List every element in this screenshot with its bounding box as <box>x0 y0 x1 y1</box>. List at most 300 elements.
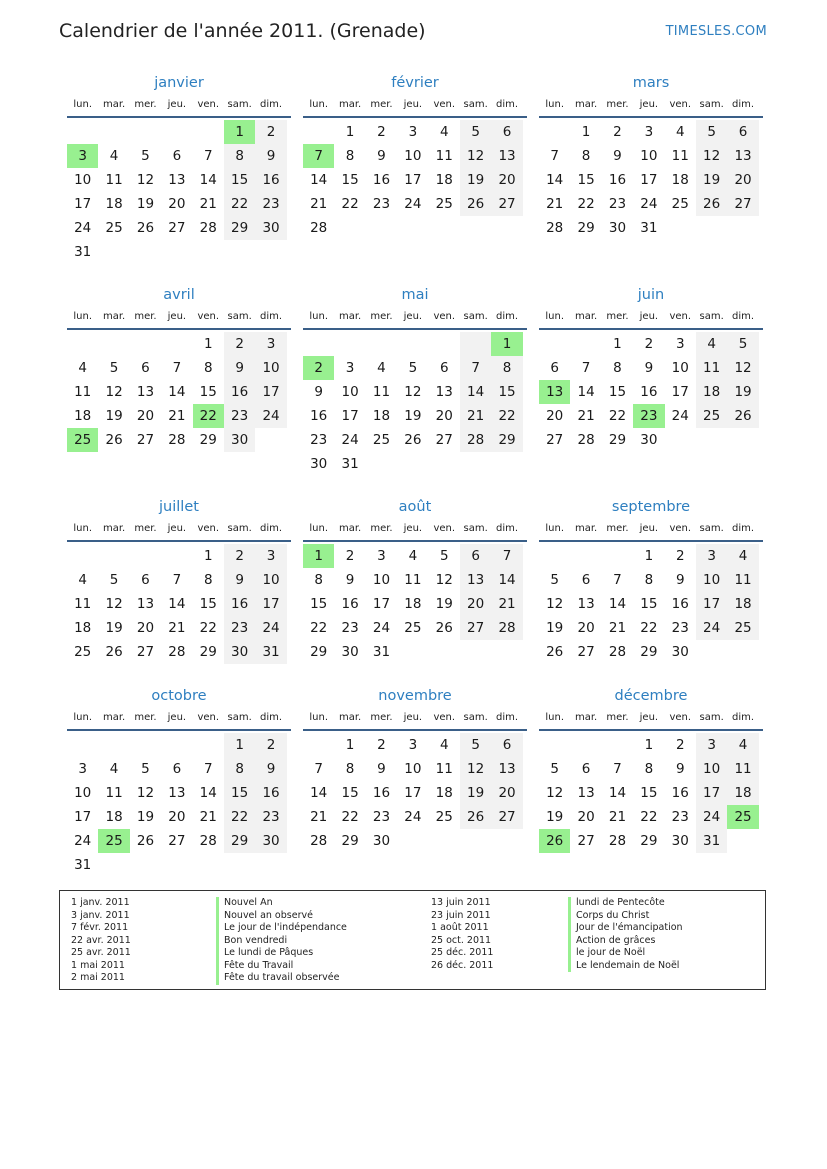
holiday-day: 2 <box>303 356 334 380</box>
day-cell: 15 <box>577 172 595 188</box>
month-name: juin <box>637 287 665 303</box>
legend-date: 25 avr. 2011 <box>71 947 131 958</box>
day-cell: 8 <box>224 144 255 168</box>
day-cell: 16 <box>255 168 286 192</box>
day-cell: 5 <box>550 761 559 777</box>
day-cell: 2 <box>613 124 622 140</box>
weekday-header <box>67 518 291 542</box>
day-cell: 9 <box>224 568 255 592</box>
day-cell: 7 <box>491 544 522 568</box>
day-cell: 21 <box>310 196 328 212</box>
empty-cell <box>98 733 129 757</box>
weekday-label: mar. <box>574 99 598 110</box>
day-cell: 13 <box>136 596 155 612</box>
legend-holiday-name: le jour de Noël <box>568 947 683 960</box>
empty-cell <box>429 332 460 356</box>
day-cell: 26 <box>546 644 564 660</box>
day-cell: 12 <box>136 785 155 801</box>
day-cell: 3 <box>696 544 727 568</box>
holiday-day: 26 <box>539 829 570 853</box>
day-cell: 11 <box>727 568 758 592</box>
day-cell: 24 <box>74 833 92 849</box>
day-cell: 15 <box>199 596 217 612</box>
day-cell: 13 <box>168 172 186 188</box>
day-cell: 16 <box>255 781 286 805</box>
empty-cell <box>67 332 98 356</box>
day-cell: 6 <box>460 544 491 568</box>
legend-date: 13 juin 2011 <box>431 897 491 908</box>
day-cell: 14 <box>168 384 186 400</box>
day-cell: 18 <box>105 809 123 825</box>
weekday-label: dim. <box>732 311 755 322</box>
holiday-day: 23 <box>633 404 664 428</box>
empty-cell <box>303 733 334 757</box>
day-cell: 10 <box>255 356 286 380</box>
weekday-label: jeu. <box>403 99 423 110</box>
day-cell: 25 <box>696 404 727 428</box>
weekday-label: jeu. <box>639 311 659 322</box>
day-cell: 5 <box>408 360 418 376</box>
legend-date: 1 mai 2011 <box>71 959 125 971</box>
day-cell: 5 <box>460 120 491 144</box>
weekday-label: mar. <box>338 523 362 534</box>
weekday-label: ven. <box>669 712 692 723</box>
empty-cell <box>161 332 192 356</box>
day-cell: 12 <box>435 572 453 588</box>
day-cell: 3 <box>675 336 685 352</box>
day-cell: 3 <box>255 544 286 568</box>
month-name: mai <box>401 287 429 303</box>
day-cell: 30 <box>255 216 286 240</box>
weekday-label: lun. <box>545 712 565 723</box>
day-cell: 22 <box>608 408 627 424</box>
day-cell: 28 <box>168 644 186 660</box>
day-cell: 5 <box>109 360 119 376</box>
month-block <box>539 496 763 664</box>
weekday-label: sam. <box>463 311 488 322</box>
day-cell: 4 <box>439 737 449 753</box>
day-grid <box>303 542 527 664</box>
month-block <box>539 284 763 452</box>
weekday-label: jeu. <box>403 523 423 534</box>
day-cell: 11 <box>74 384 92 400</box>
day-cell: 3 <box>408 737 418 753</box>
day-cell: 14 <box>168 596 186 612</box>
weekday-header <box>67 94 291 118</box>
weekday-label: ven. <box>433 311 456 322</box>
day-cell: 16 <box>341 596 359 612</box>
day-cell: 30 <box>671 833 689 849</box>
weekday-label: ven. <box>433 99 456 110</box>
day-cell: 31 <box>372 644 391 660</box>
day-cell: 23 <box>372 196 391 212</box>
day-cell: 14 <box>310 785 328 801</box>
day-cell: 15 <box>491 380 522 404</box>
day-cell: 7 <box>203 761 213 777</box>
day-cell: 15 <box>224 781 255 805</box>
day-cell: 2 <box>255 120 286 144</box>
day-cell: 29 <box>640 833 658 849</box>
day-grid <box>303 330 527 476</box>
day-cell: 15 <box>640 785 658 801</box>
empty-cell <box>161 544 192 568</box>
day-cell: 16 <box>671 596 689 612</box>
day-grid <box>67 330 291 452</box>
day-cell: 1 <box>224 733 255 757</box>
month-block <box>67 284 291 452</box>
day-cell: 4 <box>109 148 119 164</box>
weekday-label: sam. <box>227 311 252 322</box>
day-cell: 1 <box>203 336 213 352</box>
legend-date: 26 déc. 2011 <box>431 959 494 971</box>
weekday-label: ven. <box>669 523 692 534</box>
day-cell: 30 <box>224 640 255 664</box>
holiday-day: 25 <box>727 805 758 829</box>
day-cell: 12 <box>404 384 422 400</box>
month-name: septembre <box>611 499 691 515</box>
weekday-label: mer. <box>606 712 629 723</box>
empty-cell <box>67 544 98 568</box>
day-cell: 8 <box>581 148 591 164</box>
day-grid <box>303 118 527 240</box>
day-cell: 27 <box>136 644 155 660</box>
day-cell: 18 <box>105 196 123 212</box>
day-cell: 17 <box>404 172 422 188</box>
day-cell: 22 <box>577 196 595 212</box>
day-cell: 24 <box>640 196 658 212</box>
day-cell: 14 <box>199 172 217 188</box>
day-cell: 11 <box>372 384 391 400</box>
day-cell: 26 <box>727 404 758 428</box>
weekday-label: sam. <box>699 99 724 110</box>
day-cell: 21 <box>199 196 217 212</box>
day-cell: 28 <box>199 220 217 236</box>
day-cell: 11 <box>105 172 123 188</box>
weekday-label: lun. <box>73 99 93 110</box>
day-cell: 30 <box>640 432 658 448</box>
day-cell: 1 <box>581 124 591 140</box>
day-cell: 13 <box>491 144 522 168</box>
day-cell: 28 <box>310 220 328 236</box>
day-cell: 14 <box>310 172 328 188</box>
holiday-day: 13 <box>539 380 570 404</box>
day-cell: 3 <box>408 124 418 140</box>
month-name: janvier <box>154 75 204 91</box>
day-cell: 21 <box>310 809 328 825</box>
day-cell: 6 <box>550 360 559 376</box>
day-cell: 12 <box>460 144 491 168</box>
day-cell: 12 <box>696 144 727 168</box>
month-name: mars <box>632 75 670 91</box>
weekday-label: jeu. <box>167 523 187 534</box>
day-cell: 25 <box>727 616 758 640</box>
day-cell: 13 <box>727 144 758 168</box>
day-grid <box>67 118 291 264</box>
day-cell: 1 <box>613 336 622 352</box>
day-cell: 9 <box>675 761 685 777</box>
day-cell: 5 <box>439 548 449 564</box>
day-cell: 8 <box>314 572 323 588</box>
day-cell: 24 <box>341 432 359 448</box>
day-cell: 29 <box>577 220 595 236</box>
legend-date: 2 mai 2011 <box>71 972 125 983</box>
weekday-label: mer. <box>370 712 393 723</box>
month-block <box>67 72 291 264</box>
day-cell: 1 <box>203 548 213 564</box>
day-cell: 16 <box>372 172 391 188</box>
weekday-label: mer. <box>134 523 157 534</box>
day-cell: 3 <box>377 548 386 564</box>
day-cell: 1 <box>345 124 355 140</box>
day-cell: 18 <box>74 620 92 636</box>
day-cell: 3 <box>696 733 727 757</box>
day-cell: 19 <box>460 168 491 192</box>
empty-cell <box>303 120 334 144</box>
day-cell: 18 <box>435 172 453 188</box>
month-block <box>303 284 527 476</box>
day-cell: 14 <box>546 172 564 188</box>
empty-cell <box>334 332 365 356</box>
day-cell: 7 <box>314 761 323 777</box>
day-cell: 25 <box>372 432 391 448</box>
day-cell: 17 <box>640 172 658 188</box>
day-cell: 17 <box>696 781 727 805</box>
empty-cell <box>539 120 570 144</box>
day-cell: 13 <box>577 785 595 801</box>
empty-cell <box>539 332 570 356</box>
weekday-label: mar. <box>574 523 598 534</box>
day-cell: 1 <box>644 548 654 564</box>
day-cell: 5 <box>696 120 727 144</box>
day-cell: 8 <box>613 360 622 376</box>
day-cell: 6 <box>141 360 150 376</box>
weekday-label: ven. <box>669 311 692 322</box>
legend-date: 1 janv. 2011 <box>71 897 130 908</box>
day-cell: 26 <box>404 432 422 448</box>
day-cell: 23 <box>255 192 286 216</box>
weekday-header <box>303 306 527 330</box>
day-cell: 23 <box>224 616 255 640</box>
empty-cell <box>161 120 192 144</box>
day-cell: 9 <box>314 384 323 400</box>
day-cell: 29 <box>491 428 522 452</box>
day-cell: 11 <box>74 596 92 612</box>
day-cell: 20 <box>577 620 595 636</box>
day-cell: 3 <box>644 124 654 140</box>
day-cell: 11 <box>696 356 727 380</box>
day-cell: 13 <box>577 596 595 612</box>
weekday-label: sam. <box>463 712 488 723</box>
day-cell: 8 <box>203 360 213 376</box>
day-cell: 20 <box>727 168 758 192</box>
empty-cell <box>67 120 98 144</box>
day-cell: 9 <box>644 360 654 376</box>
day-cell: 4 <box>78 360 87 376</box>
weekday-label: mar. <box>338 99 362 110</box>
day-cell: 6 <box>727 120 758 144</box>
day-cell: 11 <box>727 757 758 781</box>
weekday-label: jeu. <box>639 523 659 534</box>
day-cell: 27 <box>546 432 564 448</box>
day-cell: 9 <box>675 572 685 588</box>
weekday-label: mar. <box>574 712 598 723</box>
day-cell: 29 <box>199 644 217 660</box>
day-cell: 30 <box>671 644 689 660</box>
day-cell: 10 <box>74 172 92 188</box>
legend-date: 7 févr. 2011 <box>71 922 129 933</box>
weekday-label: sam. <box>699 311 724 322</box>
day-cell: 4 <box>109 761 119 777</box>
legend-holiday-name: Le lundi de Pâques <box>216 947 347 960</box>
day-cell: 31 <box>74 244 92 260</box>
weekday-label: lun. <box>73 523 93 534</box>
weekday-label: dim. <box>732 712 755 723</box>
weekday-label: ven. <box>433 712 456 723</box>
weekday-label: dim. <box>260 99 283 110</box>
weekday-header <box>303 94 527 118</box>
day-cell: 27 <box>577 833 595 849</box>
day-cell: 10 <box>696 568 727 592</box>
legend-holiday-name: Le lendemain de Noël <box>568 960 683 973</box>
month-name: octobre <box>151 688 207 704</box>
day-cell: 10 <box>671 360 689 376</box>
day-cell: 10 <box>255 568 286 592</box>
legend-holiday-name: Nouvel An <box>216 897 347 910</box>
month-name: février <box>391 75 439 91</box>
day-cell: 28 <box>608 644 627 660</box>
day-cell: 12 <box>546 785 564 801</box>
holiday-day: 1 <box>224 120 255 144</box>
day-cell: 9 <box>255 757 286 781</box>
day-cell: 14 <box>199 785 217 801</box>
empty-cell <box>539 544 570 568</box>
legend-date: 25 déc. 2011 <box>431 947 494 958</box>
day-cell: 11 <box>435 148 453 164</box>
day-cell: 7 <box>460 356 491 380</box>
holiday-day: 3 <box>67 144 98 168</box>
day-cell: 21 <box>608 620 627 636</box>
day-cell: 16 <box>608 172 627 188</box>
day-grid <box>539 330 763 452</box>
day-cell: 29 <box>341 833 359 849</box>
day-cell: 4 <box>727 544 758 568</box>
weekday-label: dim. <box>496 99 519 110</box>
day-cell: 31 <box>341 456 359 472</box>
empty-cell <box>193 120 224 144</box>
day-cell: 8 <box>224 757 255 781</box>
day-cell: 10 <box>696 757 727 781</box>
day-cell: 1 <box>644 737 654 753</box>
day-grid <box>303 731 527 853</box>
empty-cell <box>397 332 428 356</box>
weekday-header <box>67 306 291 330</box>
weekday-label: sam. <box>463 99 488 110</box>
weekday-label: lun. <box>309 712 329 723</box>
day-cell: 28 <box>491 616 522 640</box>
legend-holiday-name: Le jour de l'indépendance <box>216 922 347 935</box>
day-cell: 4 <box>377 360 386 376</box>
day-cell: 24 <box>696 805 727 829</box>
brand-link[interactable]: TIMESLES.COM <box>665 24 767 39</box>
month-block <box>303 72 527 240</box>
weekday-label: dim. <box>732 523 755 534</box>
day-cell: 7 <box>613 761 622 777</box>
day-cell: 2 <box>224 332 255 356</box>
day-cell: 18 <box>372 408 391 424</box>
day-cell: 16 <box>640 384 658 400</box>
day-cell: 28 <box>546 220 564 236</box>
day-cell: 6 <box>172 761 182 777</box>
day-cell: 19 <box>727 380 758 404</box>
day-cell: 21 <box>546 196 564 212</box>
day-cell: 28 <box>608 833 627 849</box>
day-cell: 26 <box>105 644 123 660</box>
month-block <box>303 496 527 664</box>
day-cell: 14 <box>608 596 627 612</box>
empty-cell <box>161 733 192 757</box>
day-cell: 25 <box>435 809 453 825</box>
legend-date: 3 janv. 2011 <box>71 909 130 921</box>
day-cell: 25 <box>105 220 123 236</box>
day-cell: 21 <box>168 620 186 636</box>
day-cell: 20 <box>491 168 522 192</box>
day-cell: 7 <box>550 148 559 164</box>
holiday-day: 1 <box>491 332 522 356</box>
weekday-header <box>539 94 763 118</box>
weekday-label: dim. <box>260 311 283 322</box>
weekday-label: mer. <box>606 99 629 110</box>
weekday-label: lun. <box>545 99 565 110</box>
day-cell: 4 <box>727 733 758 757</box>
day-cell: 18 <box>727 781 758 805</box>
weekday-label: jeu. <box>639 99 659 110</box>
day-cell: 3 <box>78 761 87 777</box>
day-cell: 20 <box>136 408 155 424</box>
day-cell: 8 <box>644 572 654 588</box>
weekday-label: lun. <box>545 523 565 534</box>
weekday-label: mer. <box>134 712 157 723</box>
day-cell: 6 <box>141 572 150 588</box>
day-cell: 2 <box>255 733 286 757</box>
day-cell: 23 <box>671 620 689 636</box>
weekday-label: mer. <box>606 523 629 534</box>
day-cell: 6 <box>491 120 522 144</box>
weekday-label: mar. <box>574 311 598 322</box>
day-cell: 12 <box>460 757 491 781</box>
legend-names-left <box>216 897 347 985</box>
day-cell: 2 <box>224 544 255 568</box>
day-cell: 18 <box>404 596 422 612</box>
weekday-label: jeu. <box>639 712 659 723</box>
day-cell: 13 <box>136 384 155 400</box>
weekday-label: ven. <box>197 311 220 322</box>
day-cell: 23 <box>671 809 689 825</box>
day-cell: 16 <box>310 408 328 424</box>
day-cell: 5 <box>141 148 150 164</box>
day-cell: 16 <box>372 785 391 801</box>
weekday-label: lun. <box>309 99 329 110</box>
day-grid <box>539 118 763 240</box>
empty-cell <box>570 332 601 356</box>
weekday-label: sam. <box>227 523 252 534</box>
weekday-label: dim. <box>260 712 283 723</box>
legend-names-right <box>568 897 683 972</box>
day-cell: 6 <box>581 761 591 777</box>
day-cell: 23 <box>372 809 391 825</box>
day-cell: 19 <box>105 408 123 424</box>
day-cell: 16 <box>224 380 255 404</box>
empty-cell <box>98 120 129 144</box>
